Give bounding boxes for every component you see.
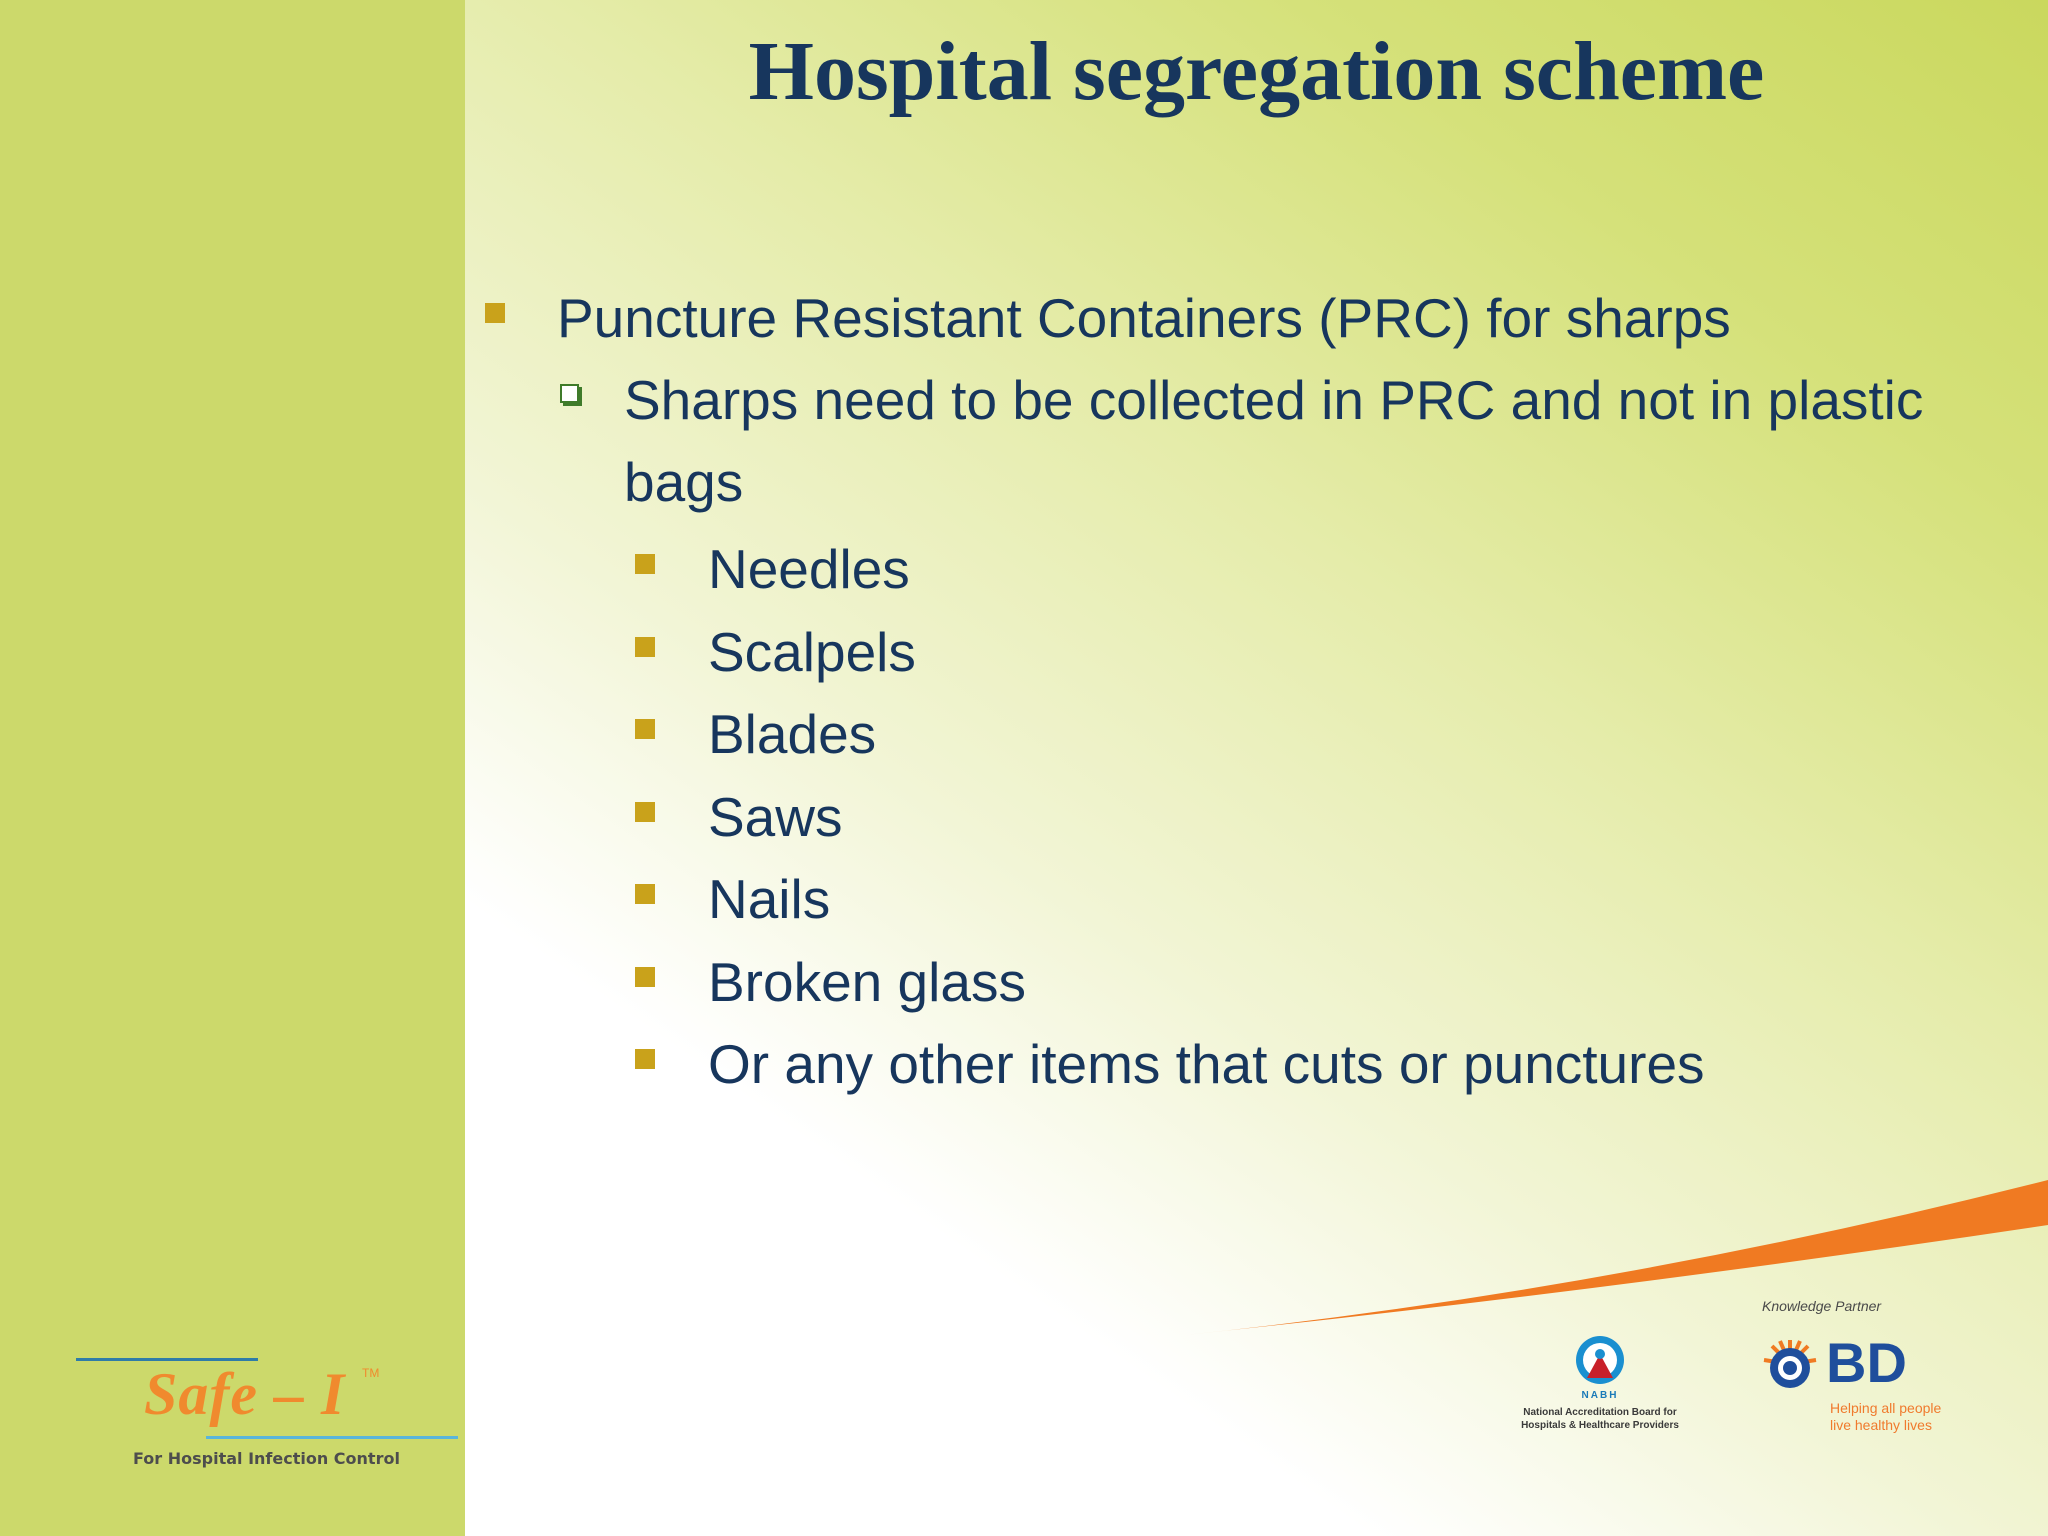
bd-tagline xyxy=(1830,1400,1941,1434)
bd-logo xyxy=(1760,1331,1960,1434)
square-bullet-icon xyxy=(635,719,655,739)
nabh-name-line: National Accreditation Board for xyxy=(1523,1407,1677,1418)
list-item-text: Broken glass xyxy=(708,951,1026,1013)
nabh-emblem-icon xyxy=(1570,1334,1630,1392)
bd-tagline-line: live healthy lives xyxy=(1830,1417,1932,1433)
square-bullet-icon xyxy=(635,554,655,574)
list-item-text: Needles xyxy=(708,538,910,600)
list-item-text: Blades xyxy=(708,703,877,765)
safe-i-logo xyxy=(70,1350,400,1480)
list-item xyxy=(635,869,830,929)
bd-sunburst-icon xyxy=(1760,1336,1820,1396)
knowledge-partner-label: Knowledge Partner xyxy=(1762,1298,1882,1314)
bd-tagline-line: Helping all people xyxy=(1830,1400,1942,1416)
nabh-logo xyxy=(1520,1334,1680,1444)
list-item-text: Nails xyxy=(708,868,831,930)
slide-title: Hospital segregation scheme xyxy=(748,25,1765,118)
list-item xyxy=(635,952,1026,1012)
nabh-acronym: NABH xyxy=(1581,1390,1619,1401)
safe-i-tagline: For Hospital Infection Control xyxy=(133,1449,400,1468)
sub-bullet-text: Sharps need to be collected in PRC and not in plastic bags xyxy=(624,369,1924,513)
nabh-name-line: Hospitals & Healthcare Providers xyxy=(1521,1420,1679,1431)
list-item xyxy=(635,787,843,847)
list-item-text: Or any other items that cuts or punctures xyxy=(708,1033,1705,1095)
safe-i-wordmark: Safe – I xyxy=(144,1361,346,1427)
sub-bullet xyxy=(560,370,2000,523)
main-bullet-text: Puncture Resistant Containers (PRC) for sharps xyxy=(557,287,1731,349)
left-sidebar-panel xyxy=(0,0,465,1536)
square-bullet-icon xyxy=(635,637,655,657)
list-item xyxy=(635,1034,1705,1094)
nabh-full-name xyxy=(1520,1406,1680,1432)
hollow-square-bullet-icon xyxy=(560,384,579,403)
main-bullet xyxy=(485,288,1731,348)
square-bullet-icon xyxy=(485,303,505,323)
list-item-text: Scalpels xyxy=(708,621,916,683)
list-item-text: Saws xyxy=(708,786,843,848)
logo-rule xyxy=(206,1436,458,1439)
orange-swoosh-decoration xyxy=(465,1150,2048,1350)
list-item xyxy=(635,704,876,764)
bd-wordmark: BD xyxy=(1826,1331,1907,1394)
list-item xyxy=(635,539,910,599)
square-bullet-icon xyxy=(635,1049,655,1069)
square-bullet-icon xyxy=(635,802,655,822)
square-bullet-icon xyxy=(635,884,655,904)
trademark-mark: TM xyxy=(362,1366,380,1380)
list-item xyxy=(635,622,916,682)
square-bullet-icon xyxy=(635,967,655,987)
